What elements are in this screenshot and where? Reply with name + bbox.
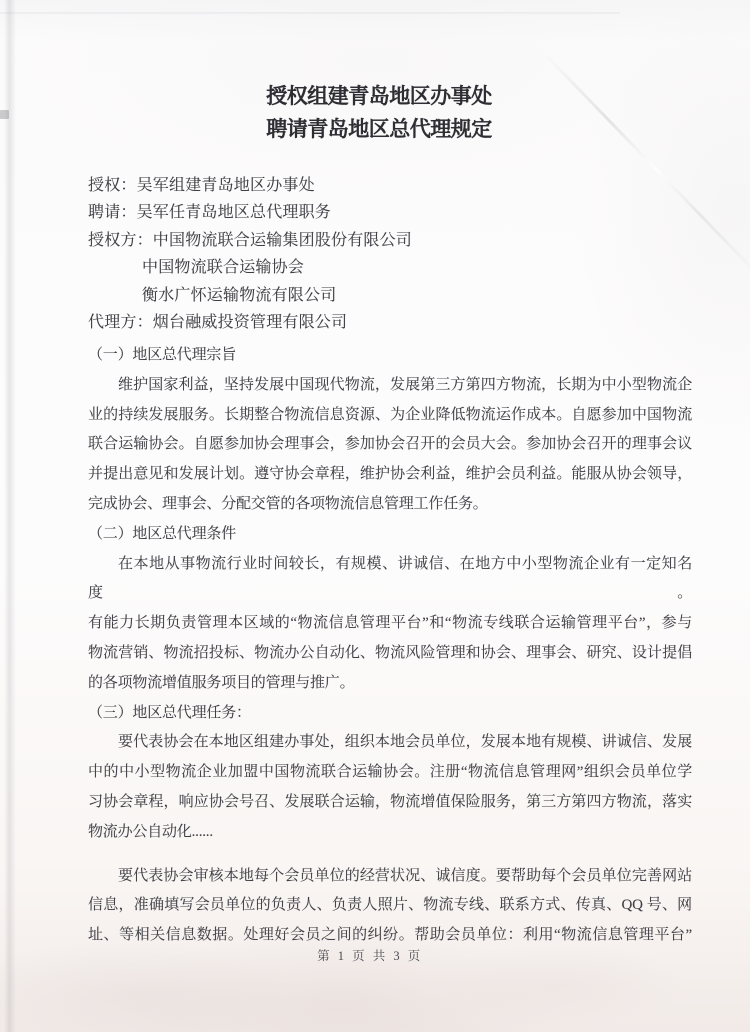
- paragraph-line: 并提出意见和发展计划。遵守协会章程，维护协会利益，维护会员利益。能服从协会领导，: [88, 466, 692, 483]
- document-body: [88, 341, 692, 951]
- section-1-heading: （一）地区总代理宗旨: [88, 347, 237, 363]
- preamble-agent-line: 代理方：烟台融威投资管理有限公司: [88, 314, 348, 332]
- paragraph-line: 信息，准确填写会员单位的负责人、负责人照片、物流专线、联系方式、传真、QQ 号、网: [88, 897, 692, 914]
- section-3-heading: （三）地区总代理任务：: [88, 704, 251, 721]
- paragraph-line: 在本地从事物流行业时间较长，有规模、讲诚信、在地方中小型物流企业有一定知名度。: [88, 555, 692, 602]
- paragraph-line: 物流办公自动化......: [88, 823, 213, 840]
- paragraph-line: 习协会章程，响应协会号召、发展联合运输，物流增值保险服务，第三方第四方物流，落实: [88, 793, 692, 810]
- title-line-1: 授权组建青岛地区办事处: [266, 84, 492, 108]
- preamble-authorizer-line-2: 中国物流联合运输协会: [142, 259, 305, 277]
- paper-left-edge-shadow: [4, 0, 16, 1032]
- paragraph-line: 完成协会、理事会、分配交管的各项物流信息管理工作任务。: [88, 495, 488, 512]
- paragraph-line: 址、等相关信息数据。处理好会员之间的纠纷。帮助会员单位：利用“物流信息管理平台”: [88, 927, 692, 944]
- paragraph-line: 要代表协会审核本地每个会员单位的经营状况、诚信度。要帮助每个会员单位完善网站: [118, 867, 692, 884]
- section-2-heading: （二）地区总代理条件: [88, 525, 237, 542]
- paragraph-line: 维护国家利益，坚持发展中国现代物流，发展第三方第四方物流，长期为中小型物流企: [118, 376, 692, 393]
- document-title: [8, 80, 750, 146]
- paragraph-line: 业的持续发展服务。长期整合物流信息资源、为企业降低物流运作成本。自愿参加中国物流: [88, 406, 692, 423]
- title-line-2: 聘请青岛地区总代理规定: [266, 117, 492, 141]
- preamble-authorizer-line-3: 衡水广怀运输物流有限公司: [142, 286, 337, 304]
- preamble-block: [88, 172, 710, 336]
- paragraph-line: 要代表协会在本地区组建办事处，组织本地会员单位，发展本地有规模、讲诚信、发展: [118, 734, 692, 751]
- paragraph-line: 物流营销、物流招投标、物流办公自动化、物流风险管理和协会、理事会、研究、设计提倡: [88, 644, 692, 661]
- paper-top-edge-shadow: [0, 12, 620, 15]
- preamble-appoint-line: 聘请：吴军任青岛地区总代理职务: [88, 204, 332, 222]
- paragraph-line: 中的中小型物流企业加盟中国物流联合运输协会。注册“物流信息管理网”组织会员单位学: [88, 764, 692, 781]
- page-number-footer: 第 1 页 共 3 页: [317, 949, 423, 963]
- paragraph-line: 联合运输协会。自愿参加协会理事会，参加协会召开的会员大会。参加协会召开的理事会议: [88, 436, 692, 453]
- preamble-authorizer-line: 授权方：中国物流联合运输集团股份有限公司: [88, 231, 413, 249]
- preamble-authorize-line: 授权：吴军组建青岛地区办事处: [88, 177, 315, 194]
- paragraph-line: 的各项物流增值服务项目的管理与推广。: [88, 674, 355, 691]
- paragraph-line: 有能力长期负责管理本区域的“物流信息管理平台”和“物流专线联合运输管理平台”，参与: [88, 615, 692, 632]
